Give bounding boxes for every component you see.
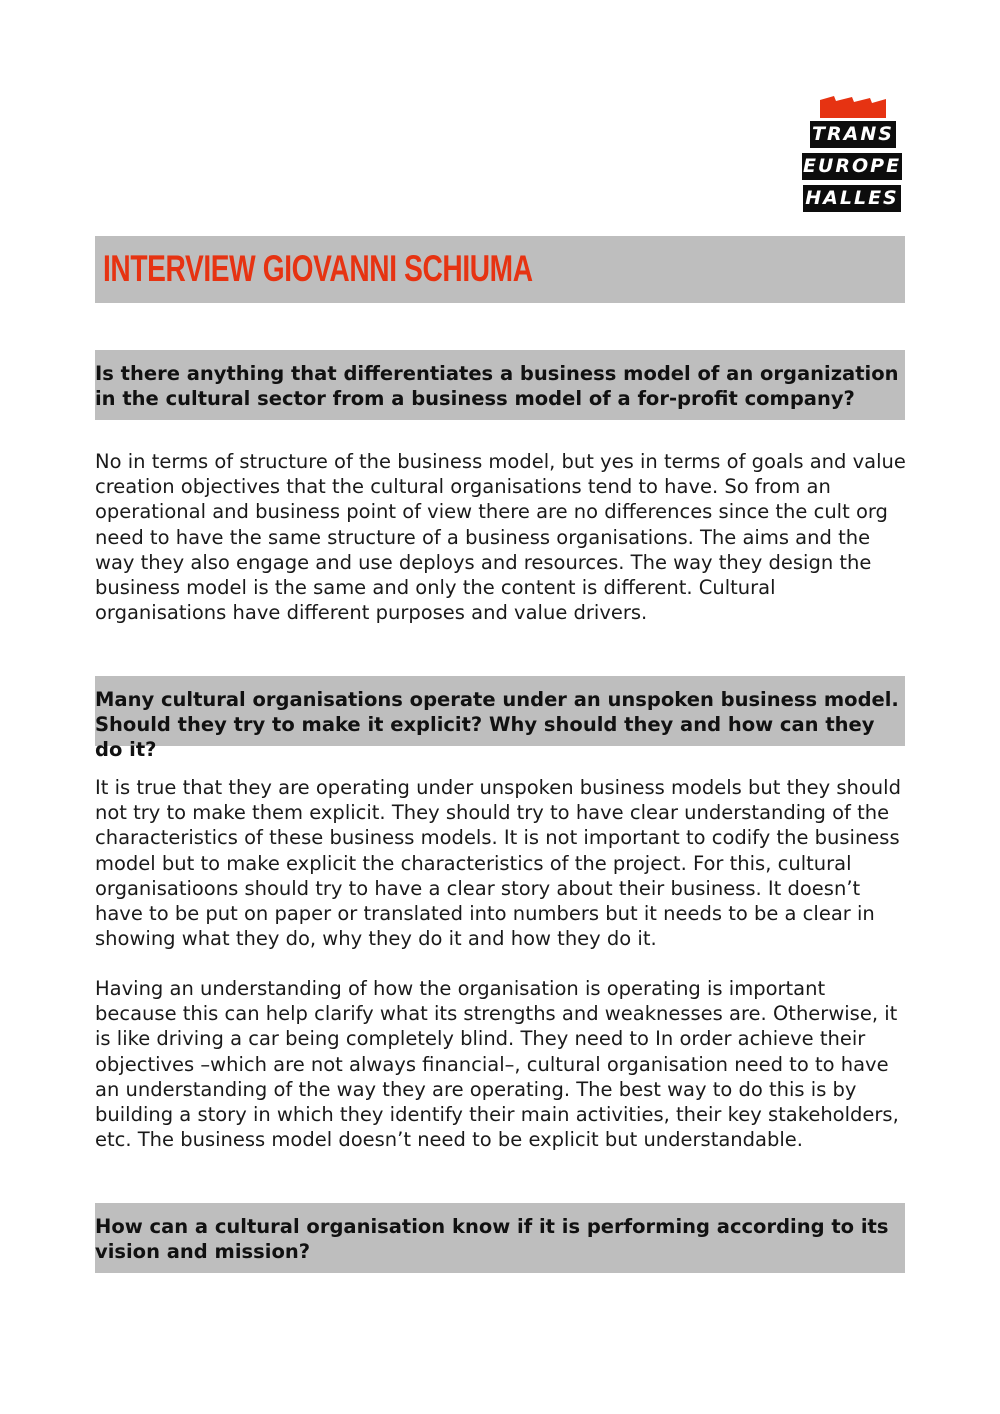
logo-text-europe: EUROPE	[802, 153, 902, 180]
answer-2-paragraph-1: It is true that they are operating under unspoken business models but they should not try to make them explicit. They should try to have clear understanding of the characteristics of these business models. It is not important to codify the business model but to make explicit the characteristics of the project. For this, cultural organisatioons should try to have a clear story about their business. It doesn’t have to be put on paper or translated into numbers but it needs to be a clear in showing what they do, why they do it and how they do it.	[95, 776, 901, 951]
question-2: Many cultural organisations operate under an unspoken business model. Should they try to make it explicit? Why should they and how can they do it?	[95, 676, 905, 746]
title-band	[95, 236, 905, 303]
answer-1-paragraph-1: No in terms of structure of the business model, but yes in terms of goals and value creation objectives that the cultural organisations tend to have. So from an operational and business point of view there are no differences since the cult org need to have the same structure of a business organisations. The aims and the way they also engage and use deploys and resources. The way they design the business model is the same and only the content is different. Cultural organisations have different purposes and value drivers.	[95, 450, 906, 625]
question-1: Is there anything that differentiates a business model of an organization in the cultural sector from a business model of a for-profit company?	[95, 350, 905, 420]
logo-text-halles: HALLES	[803, 185, 901, 212]
logo-text-trans: TRANS	[810, 121, 896, 148]
page-title: INTERVIEW GIOVANNI SCHIUMA	[103, 248, 533, 289]
question-3: How can a cultural organisation know if it is performing according to its vision and mission?	[95, 1203, 905, 1273]
answer-2-paragraph-2: Having an understanding of how the organisation is operating is important because this can help clarify what its strengths and weaknesses are. Otherwise, it is like driving a car being completely blind. They need to In order achieve their objectives –which are not always financial–, cultural organisation need to to have an understanding of the way they are operating. The best way to do this is by building a story in which they identify their main activities, their key stakeholders, etc. The business model doesn’t need to be explicit but understandable.	[95, 977, 899, 1152]
trans-europe-halles-logo	[802, 96, 904, 214]
factory-roof-icon	[820, 96, 886, 118]
